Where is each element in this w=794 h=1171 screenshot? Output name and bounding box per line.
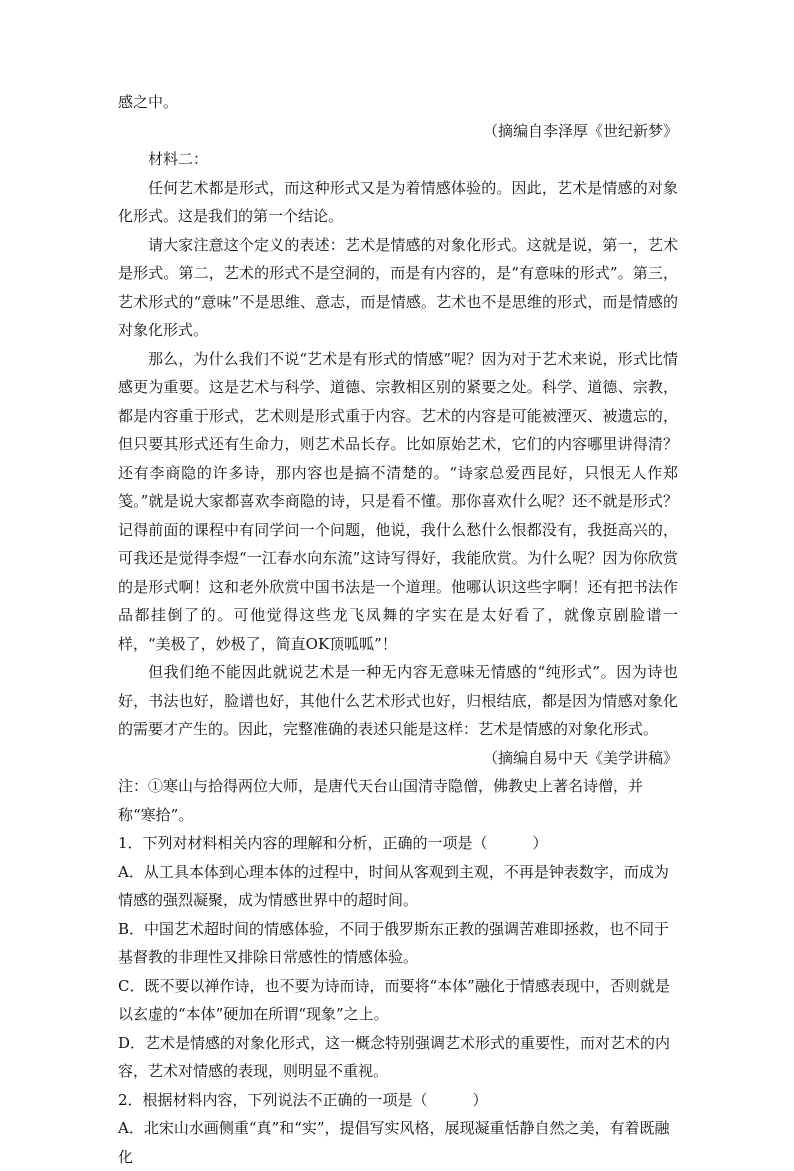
paragraph-l9: 1．下列对材料相关内容的理解和分析，正确的一项是（ ） (118, 834, 548, 852)
paragraph-l2: 材料二： (148, 150, 209, 168)
paragraph-l8: 注：①寒山与拾得两位大师，是唐代天台山国清寺隐僧，佛教史上著名诗僧，并称“寒拾”。 (118, 777, 644, 824)
paragraph-l12: C．既不要以禅作诗，也不要为诗而诗，而要将“本体”融化于情感表现中，否则就是以玄虚的“本体”硬加在所谓“现象”之上。 (118, 976, 670, 1023)
paragraph-l15: A．北宋山水画侧重“真”和“实”，提倡写实风格，展现凝重恬静自然之美，有着既融化 (118, 1119, 670, 1166)
paragraph-l10: A．从工具本体到心理本体的过程中，时间从客观到主观，不再是钟表数字，而成为情感的强烈凝聚，成为情感世界中的超时间。 (118, 862, 669, 909)
paragraph-l3: 任何艺术都是形式，而这种形式又是为着情感体验的。因此，艺术是情感的对象化形式。这是我们的第一个结论。 (118, 178, 678, 225)
paragraph-l6: 但我们绝不能因此就说艺术是一种无内容无意味无情感的“纯形式”。因为诗也好，书法也好，脸谱也好，其他什么艺术形式也好，归根结底，都是因为情感对象化的需要才产生的。因此，完整准确的表述只能是这样：艺术是情感的对象化形式。 (118, 663, 678, 738)
paragraph-l0: 感之中。 (118, 93, 179, 111)
paragraph-l13: D．艺术是情感的对象化形式，这一概念特别强调艺术形式的重要性，而对艺术的内容，艺术对情感的表现，则明显不重视。 (118, 1033, 671, 1080)
paragraph-l14: 2．根据材料内容，下列说法不正确的一项是（ ） (118, 1090, 488, 1109)
document-body (118, 88, 678, 1171)
paragraph-l7: （摘编自易中天《美学讲稿》 (482, 748, 678, 767)
paragraph-l1: （摘编自李泽厚《世纪新梦》 (482, 121, 678, 140)
paragraph-l5: 那么，为什么我们不说“艺术是有形式的情感”呢？因为对于艺术来说，形式比情感更为重要。这是艺术与科学、道德、宗教相区别的紧要之处。科学、道德、宗教，都是内容重于形式，艺术则是形式重于内容。艺术的内容是可能被湮灭、被遗忘的，但只要其形式还有生命力，则艺术品长存。比如原始艺术，它们的内容哪里讲得清？还有李商隐的许多诗，那内容也是搞不清楚的。“诗家总爱西昆好，只恨无人作郑笺。”就是说大家都喜欢李商隐的诗，只是看不懂。那你喜欢什么呢？还不就是形式？记得前面的课程中有同学问一个问题，他说，我什么愁什么恨都没有，我挺高兴的，可我还是觉得李煜“一江春水向东流”这诗写得好，我能欣赏。为什么呢？因为你欣赏的是形式啊！这和老外欣赏中国书法是一个道理。他哪认识这些字啊！还有把书法作品都挂倒了的。可他觉得这些龙飞凤舞的字实在是太好看了，就像京剧脸谱一样，“美极了，妙极了，简直OK顶呱呱”！ (118, 349, 678, 653)
paragraph-l11: B．中国艺术超时间的情感体验，不同于俄罗斯东正教的强调苦难即拯救，也不同于基督教的非理性又排除日常感性的情感体验。 (118, 919, 670, 966)
paragraph-l4: 请大家注意这个定义的表述：艺术是情感的对象化形式。这就是说，第一，艺术是形式。第二，艺术的形式不是空洞的，而是有内容的，是“有意味的形式”。第三，艺术形式的“意味”不是思维、意志，而是情感。艺术也不是思维的形式，而是情感的对象化形式。 (118, 235, 678, 339)
